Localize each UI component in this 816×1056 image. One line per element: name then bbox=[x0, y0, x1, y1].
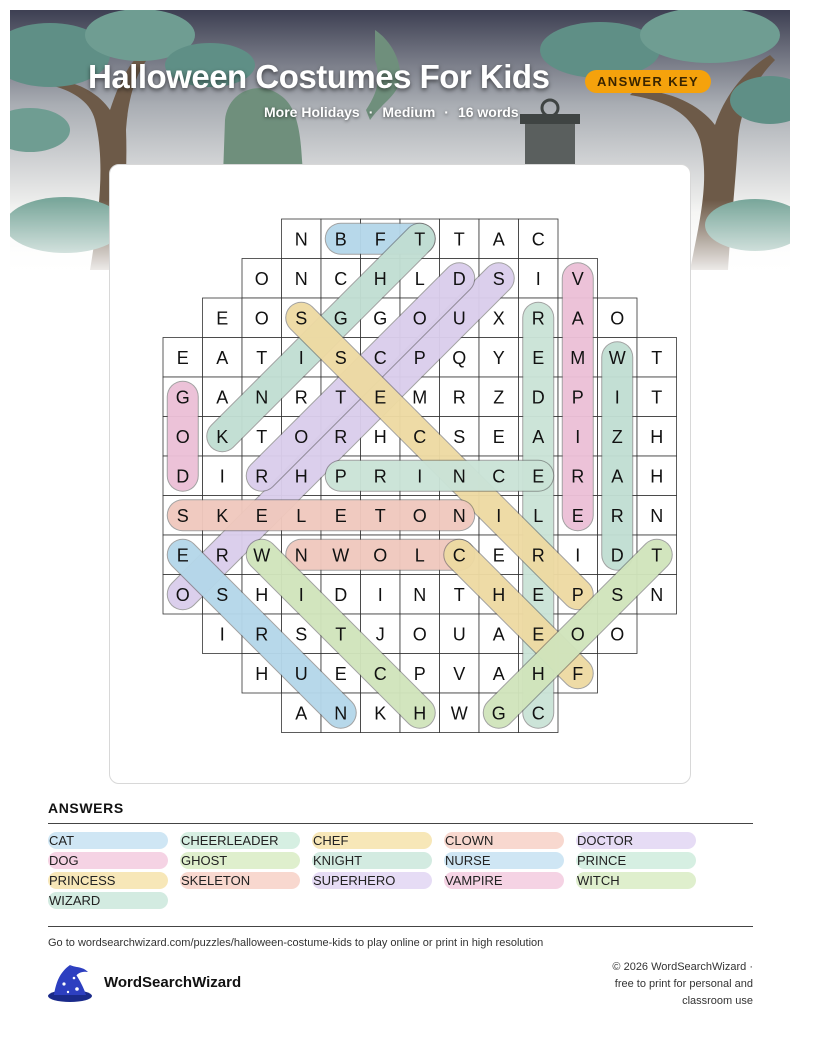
grid-letter: Z bbox=[611, 426, 623, 447]
grid-letter: I bbox=[219, 624, 225, 645]
grid-letter: A bbox=[571, 308, 584, 329]
answer-word: PRINCE bbox=[576, 852, 696, 869]
footer-link-text[interactable]: Go to wordsearchwizard.com/puzzles/halloween-costume-kids to play online or print in high resolution bbox=[48, 937, 544, 949]
grid-letter: D bbox=[531, 387, 545, 408]
grid-letter: O bbox=[412, 505, 427, 526]
grid-letter: C bbox=[413, 426, 427, 447]
grid-letter: C bbox=[531, 703, 545, 724]
word-search-grid bbox=[110, 165, 692, 785]
grid-letter: Z bbox=[493, 387, 505, 408]
puzzle-card bbox=[109, 164, 691, 784]
grid-letter: F bbox=[572, 663, 584, 684]
grid-letter: R bbox=[452, 387, 466, 408]
answer-word: CHEERLEADER bbox=[180, 832, 300, 849]
grid-letter: T bbox=[335, 387, 347, 408]
grid-letter: L bbox=[296, 505, 307, 526]
answer-word: PRINCESS bbox=[48, 872, 168, 889]
meta-separator: · bbox=[444, 104, 449, 120]
answer-word: CHEF bbox=[312, 832, 432, 849]
answer-word: VAMPIRE bbox=[444, 872, 564, 889]
grid-letter: G bbox=[175, 387, 190, 408]
grid-letter: I bbox=[298, 584, 304, 605]
grid-letter: G bbox=[333, 308, 348, 329]
grid-letter: R bbox=[571, 466, 585, 487]
grid-letter: A bbox=[492, 624, 505, 645]
grid-letter: E bbox=[334, 663, 347, 684]
copyright-notice bbox=[553, 959, 753, 1010]
grid-letter: D bbox=[334, 584, 348, 605]
grid-letter: N bbox=[452, 466, 466, 487]
grid-letter: H bbox=[531, 663, 545, 684]
grid-letter: S bbox=[295, 308, 308, 329]
grid-letter: W bbox=[450, 703, 468, 724]
grid-letter: A bbox=[216, 387, 229, 408]
grid-letter: V bbox=[571, 268, 584, 289]
grid-letter: A bbox=[216, 347, 229, 368]
grid-letter: X bbox=[492, 308, 505, 329]
grid-letter: O bbox=[373, 545, 388, 566]
answer-word: WITCH bbox=[576, 872, 696, 889]
grid-letter: R bbox=[531, 545, 545, 566]
grid-letter: P bbox=[571, 387, 584, 408]
grid-letter: H bbox=[294, 466, 308, 487]
grid-letter: H bbox=[650, 426, 664, 447]
grid-letter: A bbox=[492, 663, 505, 684]
grid-letter: H bbox=[413, 703, 427, 724]
grid-letter: W bbox=[608, 347, 626, 368]
answer-word: KNIGHT bbox=[312, 852, 432, 869]
grid-letter: I bbox=[575, 545, 581, 566]
grid-letter: S bbox=[334, 347, 347, 368]
grid-letter: D bbox=[176, 466, 190, 487]
grid-letter: I bbox=[614, 387, 620, 408]
grid-letter: E bbox=[492, 545, 505, 566]
grid-letter: O bbox=[570, 624, 585, 645]
grid-letter: K bbox=[216, 505, 229, 526]
difficulty-label: Medium bbox=[382, 104, 436, 120]
grid-letter: E bbox=[216, 308, 229, 329]
grid-letter: E bbox=[532, 624, 545, 645]
grid-letter: R bbox=[255, 624, 269, 645]
grid-letter: H bbox=[650, 466, 664, 487]
grid-letter: I bbox=[417, 466, 423, 487]
grid-letter: I bbox=[298, 347, 304, 368]
grid-letter: B bbox=[334, 229, 347, 250]
answer-word: SUPERHERO bbox=[312, 872, 432, 889]
grid-letter: P bbox=[413, 663, 426, 684]
grid-letter: C bbox=[373, 663, 387, 684]
grid-letter: O bbox=[254, 268, 269, 289]
grid-letter: M bbox=[570, 347, 586, 368]
answer-key-badge: ANSWER KEY bbox=[585, 70, 711, 93]
grid-letter: O bbox=[175, 426, 190, 447]
grid-letter: V bbox=[453, 663, 466, 684]
answer-word: DOCTOR bbox=[576, 832, 696, 849]
grid-letter: E bbox=[374, 387, 387, 408]
grid-letter: O bbox=[610, 308, 625, 329]
grid-letter: D bbox=[452, 268, 466, 289]
grid-letter: I bbox=[377, 584, 383, 605]
grid-letter: T bbox=[453, 584, 465, 605]
grid-letter: P bbox=[571, 584, 584, 605]
grid-letter: A bbox=[295, 703, 308, 724]
grid-letter: I bbox=[575, 426, 581, 447]
grid-letter: T bbox=[651, 387, 663, 408]
copyright-line: classroom use bbox=[682, 995, 753, 1007]
grid-letter: T bbox=[651, 545, 663, 566]
grid-letter: Y bbox=[492, 347, 505, 368]
divider bbox=[48, 823, 753, 824]
grid-letter: H bbox=[492, 584, 506, 605]
grid-letter: R bbox=[373, 466, 387, 487]
grid-letter: K bbox=[374, 703, 387, 724]
answer-word: GHOST bbox=[180, 852, 300, 869]
wizard-hat-icon bbox=[46, 962, 94, 1004]
grid-letter: C bbox=[452, 545, 466, 566]
answer-word: SKELETON bbox=[180, 872, 300, 889]
page-title: Halloween Costumes For Kids bbox=[88, 58, 550, 95]
grid-letter: O bbox=[175, 584, 190, 605]
category-link[interactable]: More Holidays bbox=[264, 104, 360, 120]
grid-letter: G bbox=[491, 703, 506, 724]
grid-letter: A bbox=[492, 229, 505, 250]
grid-letter: L bbox=[533, 505, 544, 526]
grid-letter: A bbox=[611, 466, 624, 487]
grid-letter: K bbox=[216, 426, 229, 447]
grid-letter: W bbox=[332, 545, 350, 566]
grid-letter: N bbox=[650, 584, 664, 605]
grid-letter: E bbox=[334, 505, 347, 526]
grid-letter: I bbox=[219, 466, 225, 487]
answer-word: CAT bbox=[48, 832, 168, 849]
grid-letter: E bbox=[176, 545, 189, 566]
grid-letter: C bbox=[334, 268, 348, 289]
grid-letter: I bbox=[535, 268, 541, 289]
grid-letter: T bbox=[256, 347, 268, 368]
grid-letter: H bbox=[373, 426, 387, 447]
grid-letter: R bbox=[294, 387, 308, 408]
grid-letter: H bbox=[255, 663, 269, 684]
grid-letter: U bbox=[452, 624, 466, 645]
grid-letter: N bbox=[334, 703, 348, 724]
grid-letter: S bbox=[176, 505, 189, 526]
grid-letter: U bbox=[452, 308, 466, 329]
answer-word: NURSE bbox=[444, 852, 564, 869]
grid-letter: H bbox=[373, 268, 387, 289]
grid-letter: O bbox=[254, 308, 269, 329]
grid-letter: S bbox=[216, 584, 229, 605]
grid-letter: E bbox=[176, 347, 189, 368]
grid-letter: N bbox=[294, 545, 308, 566]
grid-letter: T bbox=[414, 229, 426, 250]
grid-letter: H bbox=[255, 584, 269, 605]
meta-separator: · bbox=[368, 104, 374, 120]
grid-letter: R bbox=[255, 466, 269, 487]
grid-letter: O bbox=[294, 426, 309, 447]
grid-letter: E bbox=[255, 505, 268, 526]
grid-letter: S bbox=[492, 268, 505, 289]
grid-letter: N bbox=[294, 268, 308, 289]
grid-letter: N bbox=[413, 584, 427, 605]
grid-letter: N bbox=[294, 229, 308, 250]
grid-letter: F bbox=[374, 229, 386, 250]
grid-letter: S bbox=[611, 584, 624, 605]
grid-letter: E bbox=[492, 426, 505, 447]
grid-letter: Q bbox=[452, 347, 467, 368]
copyright-line: © 2026 WordSearchWizard · bbox=[612, 961, 753, 973]
grid-letter: U bbox=[294, 663, 308, 684]
grid-letter: A bbox=[532, 426, 545, 447]
grid-letter: T bbox=[256, 426, 268, 447]
grid-letter: E bbox=[571, 505, 584, 526]
grid-letter: J bbox=[375, 624, 385, 645]
divider bbox=[48, 926, 753, 927]
grid-letter: N bbox=[255, 387, 269, 408]
answer-list bbox=[48, 832, 753, 912]
grid-letter: R bbox=[334, 426, 348, 447]
grid-letter: L bbox=[414, 268, 425, 289]
grid-letter: R bbox=[531, 308, 545, 329]
grid-letter: E bbox=[532, 584, 545, 605]
answer-word: DOG bbox=[48, 852, 168, 869]
grid-letter: R bbox=[610, 505, 624, 526]
grid-letter: O bbox=[610, 624, 625, 645]
grid-letter: N bbox=[452, 505, 466, 526]
grid-letter: E bbox=[532, 466, 545, 487]
grid-letter: S bbox=[295, 624, 308, 645]
grid-letter: D bbox=[610, 545, 624, 566]
grid-letter: R bbox=[215, 545, 229, 566]
answer-word: CLOWN bbox=[444, 832, 564, 849]
grid-letter: L bbox=[414, 545, 425, 566]
answer-word: WIZARD bbox=[48, 892, 168, 909]
brand-name: WordSearchWizard bbox=[104, 974, 242, 991]
grid-letter: E bbox=[532, 347, 545, 368]
copyright-line: free to print for personal and bbox=[614, 978, 753, 990]
grid-letter: T bbox=[453, 229, 465, 250]
answers-heading: ANSWERS bbox=[48, 800, 124, 816]
grid-letter: G bbox=[373, 308, 388, 329]
grid-letter: I bbox=[496, 505, 502, 526]
puzzle-meta bbox=[264, 104, 519, 120]
grid-letter: P bbox=[413, 347, 426, 368]
grid-letter: O bbox=[412, 308, 427, 329]
grid-letter: C bbox=[373, 347, 387, 368]
grid-letter: C bbox=[531, 229, 545, 250]
grid-letter: O bbox=[412, 624, 427, 645]
word-count-label: 16 words bbox=[457, 104, 519, 120]
grid-letter: M bbox=[412, 387, 428, 408]
grid-letter: N bbox=[650, 505, 664, 526]
grid-letter: C bbox=[492, 466, 506, 487]
grid-letter: S bbox=[453, 426, 466, 447]
grid-letter: P bbox=[334, 466, 347, 487]
grid-letter: W bbox=[253, 545, 271, 566]
grid-letter: T bbox=[374, 505, 386, 526]
grid-letter: T bbox=[651, 347, 663, 368]
grid-letter: T bbox=[335, 624, 347, 645]
